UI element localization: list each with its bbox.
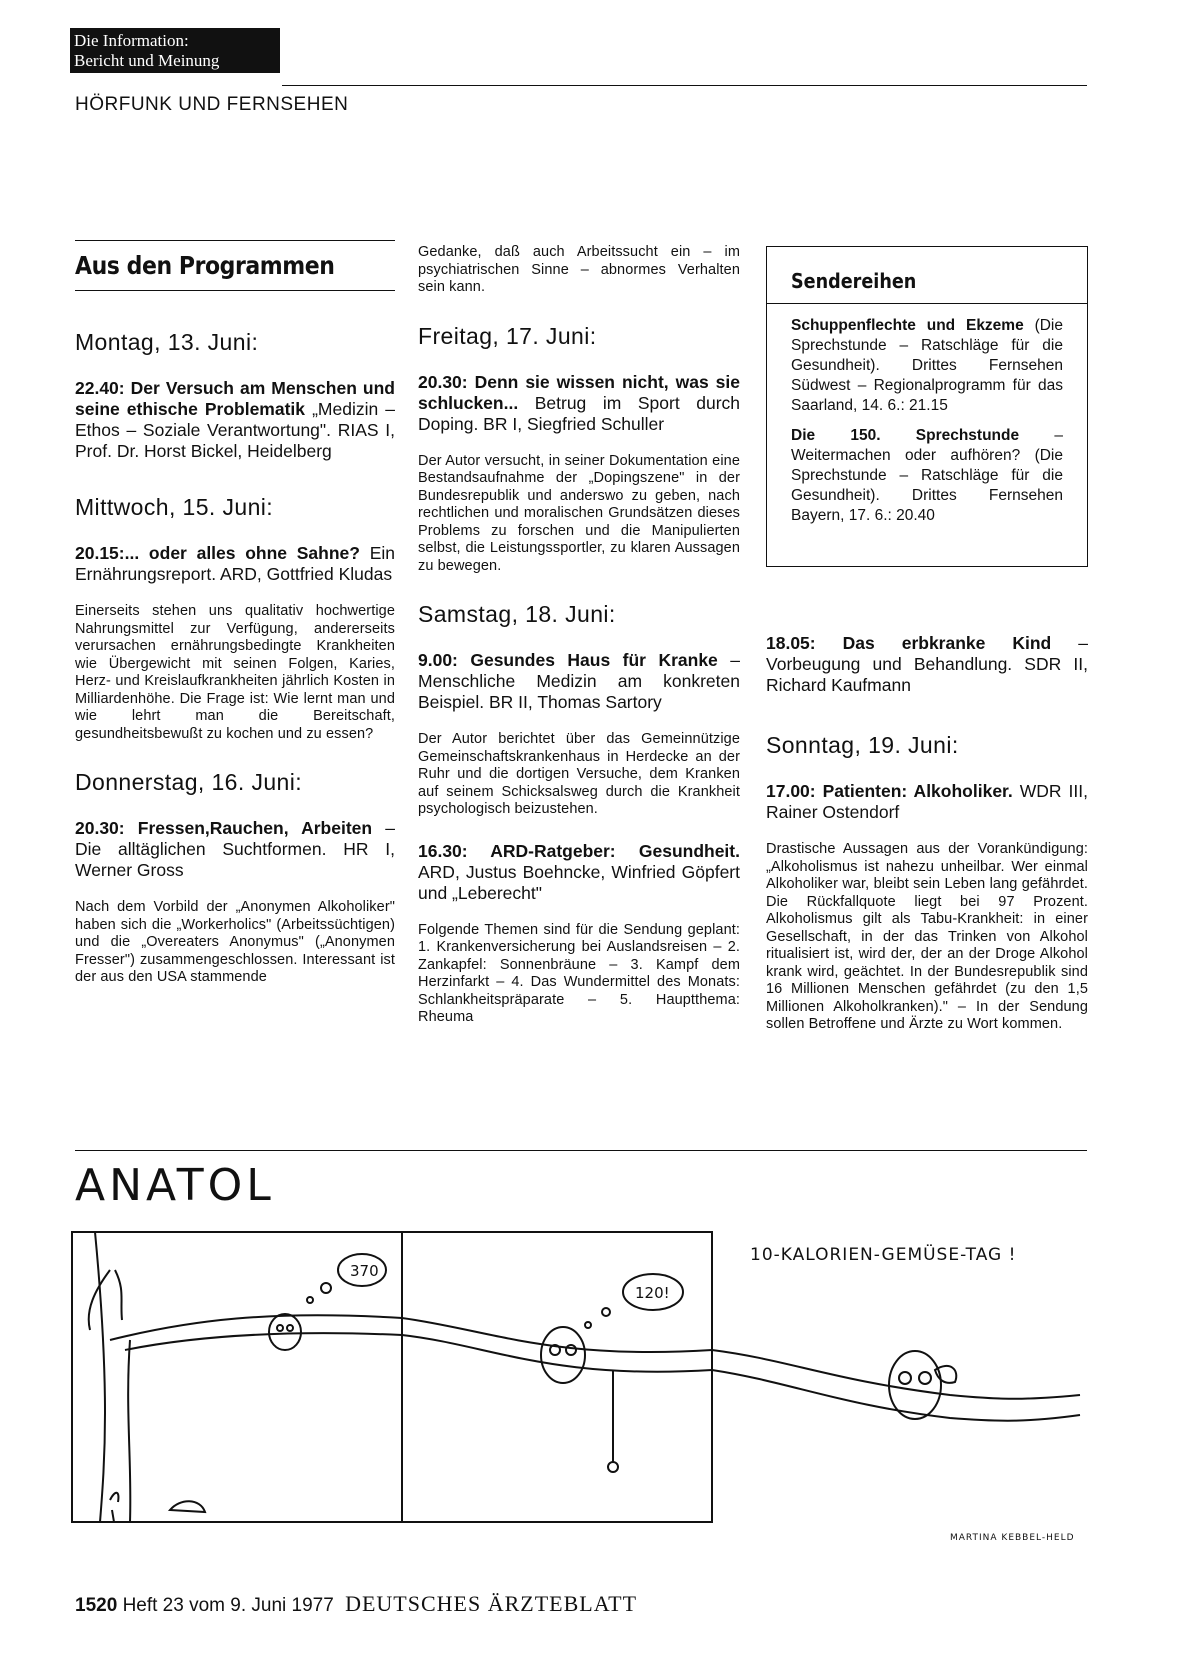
branch-3 xyxy=(712,1350,1080,1399)
entry-details: Betrug im Sport durch Doping. BR I, Siegfried Schuller xyxy=(418,392,740,434)
sendereihen-box xyxy=(766,246,1088,567)
title-rule-bottom xyxy=(75,290,395,291)
column-2 xyxy=(418,244,740,1047)
box-entry-details: – Weitermachen oder aufhören? (Die Sprechstunde – Ratschläge für die Gesundheit). Drittes Fernsehen Bayern, 17. 6.: 20.40 xyxy=(791,427,1063,524)
bird-1-eye xyxy=(277,1325,283,1331)
bird-2-eye xyxy=(566,1345,576,1355)
spider xyxy=(608,1462,618,1472)
programme-entry xyxy=(75,818,395,881)
programme-entry xyxy=(418,372,740,435)
day-heading: Sonntag, 19. Juni: xyxy=(766,732,959,758)
entry-time-title: 16.30: ARD-Ratgeber: Gesundheit. xyxy=(418,840,740,861)
box-entry xyxy=(791,316,1063,416)
day-heading: Montag, 13. Juni: xyxy=(75,329,259,355)
branch-3-lower xyxy=(712,1370,1080,1421)
section-label: HÖRFUNK UND FERNSEHEN xyxy=(75,94,349,115)
entry-details: – Vorbeugung und Behandlung. SDR II, Richard Kaufmann xyxy=(766,633,1088,695)
issue-info: Heft 23 vom 9. Juni 1977 xyxy=(122,1595,334,1616)
entry-description: Der Autor berichtet über das Gemeinnützige Gemeinschaftskrankenhaus in Herdecke an der Ruhr und die dortigen Versuche, dem Kranken auf seinem Schicksalsweg durch die Krankheit psychologisch beizustehen. xyxy=(418,731,740,817)
entry-time-title: 17.00: Patienten: Alkoholiker. xyxy=(766,781,1013,801)
bird-3-eye xyxy=(899,1372,911,1384)
bird-3 xyxy=(889,1351,941,1419)
bird-3-eye xyxy=(919,1372,931,1384)
day-heading: Mittwoch, 15. Juni: xyxy=(75,494,274,520)
comic-rule xyxy=(75,1150,1087,1151)
programme-entry xyxy=(418,841,740,904)
tree-trunk xyxy=(95,1232,105,1522)
rubric-line-1: Die Information: xyxy=(74,31,189,50)
header-rule xyxy=(282,85,1087,86)
rubric-badge xyxy=(70,28,280,73)
page-number: 1520 xyxy=(75,1595,118,1616)
comic-strip xyxy=(70,1210,1085,1530)
tree-trunk-right xyxy=(128,1340,130,1522)
entry-description: Drastische Aussagen aus der Vorankündigung: „Alkoholismus ist nahezu unheilbar. Wer einmal Alkoholiker war, bleibt sein Leben lang gefährdet. Die Rückfallquote liegt bei 97 Prozent. Alkoholismus gilt als Tabu-Krankheit: in einer Gesellschaft, in der das Trinken von Alkohol ritualisiert ist, wird der, der an der Droge Alkohol krank wird, geächtet. In der Bundesrepublik sind 16 Millionen Menschen gefährdet (zu den 1,5 Millionen Alkoholkranken)." – In der Sendung sollen Betroffene und Ärzte zu Wort kommen. xyxy=(766,841,1088,1032)
thought-dot xyxy=(307,1297,313,1303)
entry-time-title: 20.30: Fressen,Rauchen, Arbeiten xyxy=(75,818,373,838)
programme-entry xyxy=(418,650,740,713)
box-entry xyxy=(791,426,1063,526)
bird-2 xyxy=(541,1327,585,1383)
entry-details: „Medizin – Ethos – Soziale Verantwortung". RIAS I, Prof. Dr. Horst Bickel, Heidelberg xyxy=(75,399,395,461)
bird-3-leaves xyxy=(935,1366,956,1383)
entry-description: Der Autor versucht, in seiner Dokumentation eine Bestandsaufnahme der „Dopingszene" in der Bundesrepublik und anderswo zu geben, nach rechtlichen und moralischen Grundsätzen dieses Problems zu forschen und die Manipulierten selbst, die Leistungssportler, zu klaren Aussagen zu bewegen. xyxy=(418,452,740,574)
entry-description: Nach dem Vorbild der „Anonymen Alkoholiker" haben sich die „Workerholics" (Arbeitssüchtigen) und die „Overeaters Anonymus" („Anonymen Fresser") zusammengeschlossen. Interessant ist der aus den USA stammende xyxy=(75,899,395,985)
title-rule-top xyxy=(75,240,395,241)
entry-time-title: 20.30: Denn sie wissen nicht, was sie schlucken... xyxy=(418,371,740,413)
programme-entry xyxy=(766,633,1088,696)
flower xyxy=(110,1493,118,1522)
entry-time-title: 9.00: Gesundes Haus für Kranke xyxy=(418,650,718,670)
programme-title: Aus den Programmen xyxy=(75,251,335,280)
box-rule xyxy=(767,303,1087,304)
entry-details: ARD, Justus Boehncke, Winfried Göpfert und „Leberecht" xyxy=(418,861,740,903)
comic-title: ANATOL xyxy=(75,1160,275,1211)
thought-dot xyxy=(602,1308,610,1316)
rubric-line-2: Bericht und Meinung xyxy=(74,51,220,70)
box-entry-title: Die 150. Sprechstunde xyxy=(791,427,1020,444)
comic-credit: MARTINA KEBBEL-HELD xyxy=(950,1533,1075,1543)
branch-2-lower xyxy=(402,1335,712,1372)
continued-text: Gedanke, daß auch Arbeitssucht ein – im psychiatrischen Sinne – abnormes Verhalten sein kann. xyxy=(418,244,740,295)
page-footer xyxy=(75,1591,637,1617)
day-heading: Donnerstag, 16. Juni: xyxy=(75,769,303,795)
bird-1 xyxy=(269,1314,301,1350)
entry-details: – Die alltäglichen Suchtformen. HR I, Werner Gross xyxy=(75,818,395,880)
box-entry-title: Schuppenflechte und Ekzeme xyxy=(791,317,1024,334)
day-heading: Freitag, 17. Juni: xyxy=(418,322,597,349)
panel-3-caption: 10-KALORIEN-GEMÜSE-TAG ! xyxy=(750,1245,1017,1265)
bubble-2-text: 120! xyxy=(635,1284,670,1302)
programme-entry xyxy=(766,781,1088,823)
entry-description: Einerseits stehen uns qualitativ hochwertige Nahrungsmittel zur Verfügung, andererseits verursachen ernährungsbedingte Krankheiten wie Übergewicht mit seinen Folgen, Karies, Herz- und Kreislaufkrankheiten jährlich Kosten in Milliardenhöhe. Die Frage ist: Wie lernt man und wie lehrt man die Bereitschaft, gesundheitsbewußt zu kochen und zu essen? xyxy=(75,603,395,742)
entry-details: Ein Ernährungsreport. ARD, Gottfried Kludas xyxy=(75,543,396,584)
programme-entry xyxy=(75,543,395,585)
branch-1-lower xyxy=(125,1333,402,1350)
thought-dot xyxy=(585,1322,591,1328)
programme-entry xyxy=(75,378,395,462)
column-3 xyxy=(766,633,1088,1054)
box-entry-details: (Die Sprechstunde – Ratschläge für die Gesundheit). Drittes Fernsehen Südwest – Regionalprogramm für das Saarland, 14. 6.: 21.15 xyxy=(791,317,1063,414)
entry-time-title: 22.40: Der Versuch am Menschen und seine ethische Problematik xyxy=(75,378,395,419)
column-1 xyxy=(75,240,395,1007)
entry-time-title: 18.05: Das erbkranke Kind xyxy=(766,633,1052,653)
tree-branch-lines xyxy=(89,1270,122,1330)
thought-dot xyxy=(321,1283,331,1293)
branch-2 xyxy=(402,1318,712,1352)
day-heading: Samstag, 18. Juni: xyxy=(418,601,616,627)
journal-name: DEUTSCHES ÄRZTEBLATT xyxy=(345,1591,638,1616)
entry-description: Folgende Themen sind für die Sendung geplant: 1. Krankenversicherung bei Auslandsreisen – 2. Zankapfel: Sonnenbräune – 3. Kampf dem Herzinfarkt – 4. Das Wundermittel des Monats: Schlankheitspräparate – 5. Hauptthema: Rheuma xyxy=(418,921,740,1025)
snail xyxy=(170,1501,205,1512)
branch-1 xyxy=(110,1315,402,1340)
entry-details: – Menschliche Medizin am konkreten Beispiel. BR II, Thomas Sartory xyxy=(418,650,740,712)
bird-1-eye xyxy=(287,1325,293,1331)
box-title: Sendereihen xyxy=(791,269,917,293)
bubble-1-text: 370 xyxy=(350,1262,379,1280)
entry-details: WDR III, Rainer Ostendorf xyxy=(766,781,1088,822)
entry-time-title: 20.15:... oder alles ohne Sahne? xyxy=(75,543,360,563)
